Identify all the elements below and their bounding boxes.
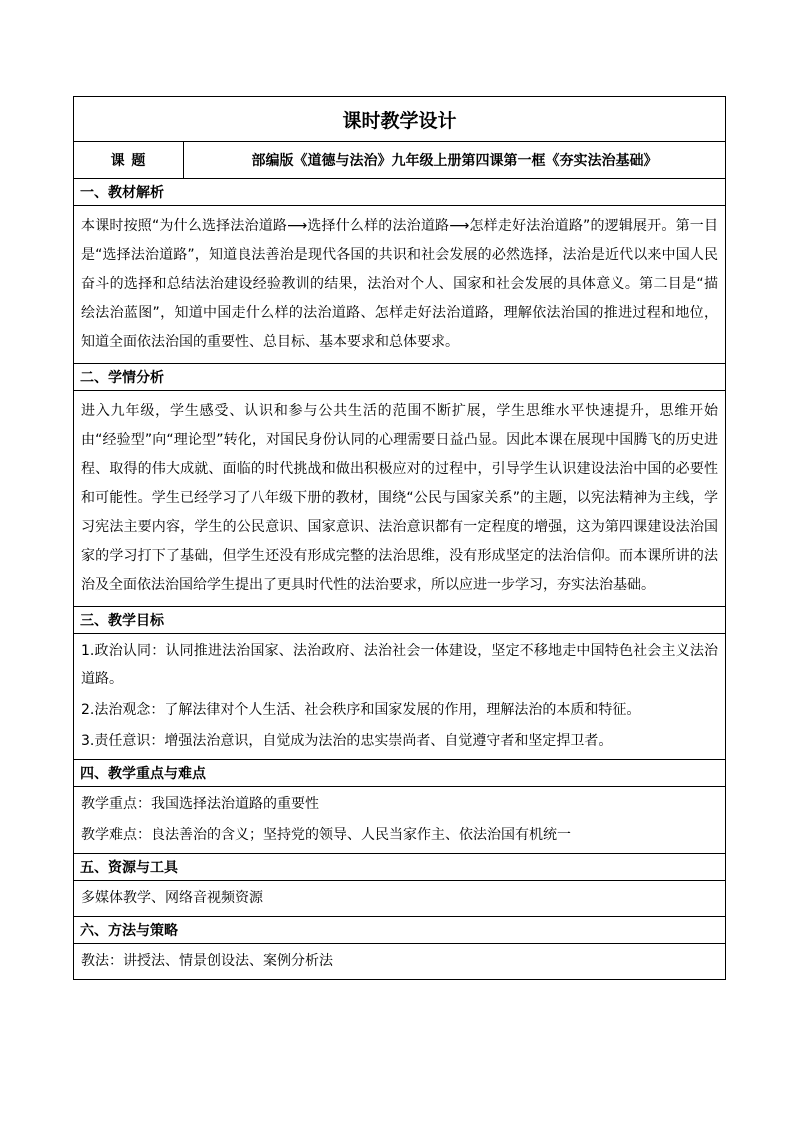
topic-label: 课 题	[74, 142, 184, 178]
section-heading-methods: 六、方法与策略	[74, 916, 725, 943]
topic-value: 部编版《道德与法治》九年级上册第四课第一框《夯实法治基础》	[251, 153, 658, 169]
section-heading-resources: 五、资源与工具	[74, 853, 725, 880]
section-body-teaching-objectives	[74, 633, 725, 759]
section-body-key-points	[74, 786, 725, 853]
paragraph: 进入九年级，学生感受、认识和参与公共生活的范围不断扩展，学生思维水平快速提升，思维开始由“经验型”向“理论型”转化，对国民身份认同的心理需要日益凸显。因此本课在展现中国腾飞的历史进程、取得的伟大成就、面临的时代挑战和做出积极应对的过程中，引导学生认识建设法治中国的必要性和可能性。学生已经学习了八年级下册的教材，围绕“公民与国家关系”的主题，以宪法精神为主线，学习宪法主要内容，学生的公民意识、国家意识、法治意识都有一定程度的增强，这为第四课建设法治国家的学习打下了基础，但学生还没有形成完整的法治思维，没有形成坚定的法治信仰。而本课所讲的法治及全面依法治国给学生提出了更具时代性的法治要求，所以应进一步学习，夯实法治基础。	[81, 403, 718, 593]
section-heading-textbook-analysis: 一、教材解析	[74, 178, 725, 205]
paragraph: 多媒体教学、网络音视频资源	[81, 890, 263, 906]
objective-item: 3.责任意识：增强法治意识，自觉成为法治的忠实崇尚者、自觉遵守者和坚定捍卫者。	[81, 733, 613, 749]
topic-row	[74, 141, 725, 178]
paragraph: 本课时按照“为什么选择法治道路⟶选择什么样的法治道路⟶怎样走好法治道路”的逻辑展开。第一目是“选择法治道路”，知道良法善治是现代各国的共识和社会发展的必然选择，法治是近代以来中国人民奋斗的选择和总结法治建设经验教训的结果，法治对个人、国家和社会发展的具体意义。第二目是“描绘法治蓝图”，知道中国走什么样的法治道路、怎样走好法治道路，理解依法治国的推进过程和地位，知道全面依法治国的重要性、总目标、基本要求和总体要求。	[81, 218, 718, 350]
objective-item: 1.政治认同：认同推进法治国家、法治政府、法治社会一体建设，坚定不移地走中国特色社会主义法治道路。	[81, 643, 718, 687]
section-heading-teaching-objectives: 三、教学目标	[74, 606, 725, 633]
section-body-methods	[74, 943, 725, 979]
section-heading-student-analysis: 二、学情分析	[74, 363, 725, 390]
key-point-item: 教学重点：我国选择法治道路的重要性	[81, 796, 319, 812]
document-title: 课时教学设计	[342, 109, 457, 132]
difficulty-item: 教学难点：良法善治的含义；坚持党的领导、人民当家作主、依法治国有机统一	[81, 827, 571, 843]
section-body-resources	[74, 880, 725, 916]
lesson-plan-table	[73, 96, 726, 980]
objective-item: 2.法治观念：了解法律对个人生活、社会秩序和国家发展的作用，理解法治的本质和特征。	[81, 702, 641, 718]
paragraph: 教法：讲授法、情景创设法、案例分析法	[81, 953, 333, 969]
section-body-textbook-analysis	[74, 205, 725, 363]
section-heading-key-points: 四、教学重点与难点	[74, 759, 725, 786]
section-body-student-analysis	[74, 390, 725, 606]
